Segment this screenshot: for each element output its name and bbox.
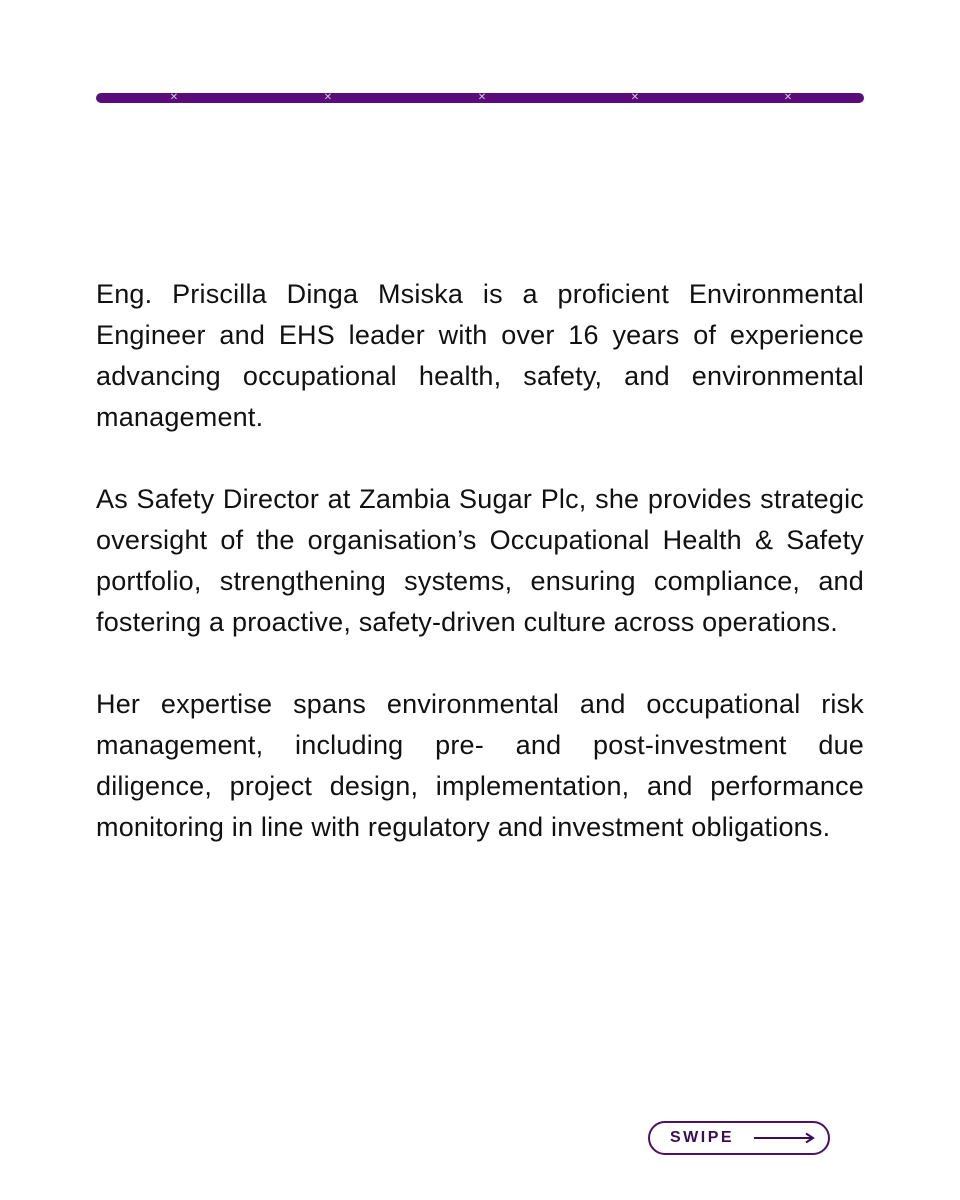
bar-mark-icon: ✕	[783, 92, 793, 103]
top-divider-bar	[96, 93, 864, 103]
bio-text	[96, 274, 864, 889]
swipe-label: SWIPE	[670, 1129, 735, 1146]
bio-paragraph-role: As Safety Director at Zambia Sugar Plc, she provides strategic oversight of the organisation’s Occupational Health & Safety portfolio, strengthening systems, ensuring compliance, and fostering a proactive, safety-driven culture across operations.	[96, 484, 864, 637]
bio-paragraph-intro: Eng. Priscilla Dinga Msiska is a proficient Environmental Engineer and EHS leader with over 16 years of experience advancing occupational health, safety, and environmental management.	[96, 279, 864, 432]
swipe-button[interactable]	[648, 1121, 830, 1155]
bio-paragraph-expertise: Her expertise spans environmental and occupational risk management, including pre- and post-investment due diligence, project design, implementation, and performance monitoring in line with regulatory and investment obligations.	[96, 689, 864, 842]
arrow-right-icon	[754, 1132, 816, 1144]
bar-mark-icon: ✕	[477, 92, 487, 103]
bar-mark-icon: ✕	[630, 92, 640, 103]
bar-mark-icon: ✕	[323, 92, 333, 103]
bar-mark-icon: ✕	[169, 92, 179, 103]
